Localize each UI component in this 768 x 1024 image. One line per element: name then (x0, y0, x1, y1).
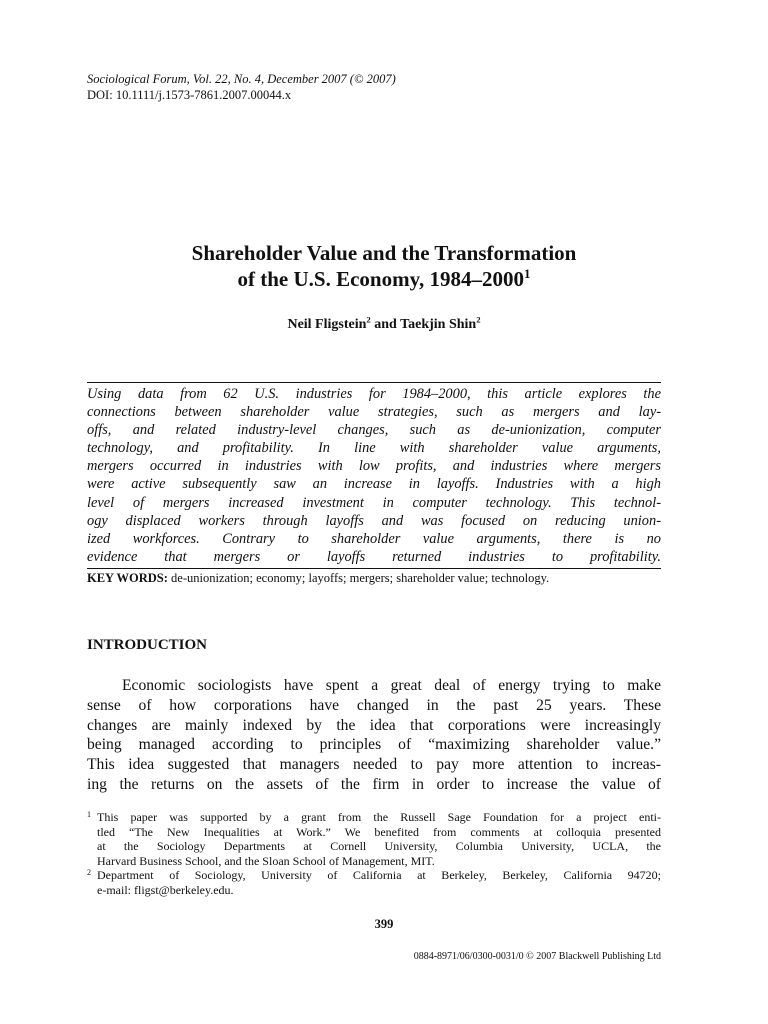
title-footnote-mark: 1 (523, 266, 531, 281)
article-title-line-1: Shareholder Value and the Transformation (191, 241, 577, 265)
footnote-line: tled “The New Inequalities at Work.” We benefited from comments at colloquia presented (97, 824, 661, 839)
footnote-line: e-mail: fligst@berkeley.edu. (97, 882, 234, 897)
article-title-text: of the U.S. Economy, 1984–2000 (237, 267, 524, 291)
keywords (87, 570, 549, 586)
abstract-bottom-rule (87, 568, 661, 569)
abstract-line: ized workforces. Contrary to shareholder value arguments, there is no (87, 530, 661, 547)
article-title-line-2 (0, 266, 768, 293)
footnote-mark: 1 (87, 810, 91, 819)
author-conjunction: and (374, 317, 397, 332)
abstract-line: level of mergers increased investment in computer technology. This technol- (87, 494, 661, 511)
author-name: Neil Fligstein (287, 317, 367, 332)
paragraph-line: Economic sociologists have spent a great deal of energy trying to make (122, 677, 661, 694)
author-affiliation-mark: 2 (476, 314, 481, 325)
abstract-line: offs, and related industry-level changes, such as de-unionization, computer (87, 422, 661, 439)
authors (0, 316, 768, 334)
abstract-line: technology, and profitability. In line with shareholder value arguments, (87, 440, 661, 457)
keywords-text: de-unionization; economy; layoffs; mergers; shareholder value; technology. (171, 571, 550, 585)
keywords-label: KEY WORDS: (87, 571, 168, 585)
paragraph-line: changes are mainly indexed by the idea that corporations were increasingly (87, 716, 661, 734)
footnote-line: at the Sociology Departments at Cornell University, Columbia University, UCLA, the (97, 839, 661, 854)
author-affiliation-mark: 2 (366, 314, 371, 325)
journal-citation: Sociological Forum, Vol. 22, No. 4, December 2007 (© 2007) (87, 72, 396, 86)
abstract-line: evidence that mergers or layoffs returned industries to profitability. (87, 548, 661, 565)
footnote-line: This paper was supported by a grant from the Russell Sage Foundation for a project enti- (97, 810, 661, 824)
abstract-top-rule (87, 382, 661, 383)
abstract-line: mergers occurred in industries with low profits, and industries where mergers (87, 458, 661, 475)
paragraph-line: sense of how corporations have changed in the past 25 years. These (87, 696, 661, 714)
copyright-notice: 0884-8971/06/0300-0031/0 © 2007 Blackwell Publishing Ltd (413, 951, 661, 962)
page-number: 399 (374, 917, 394, 931)
author-name: Taekjin Shin (400, 317, 477, 332)
footnotes (87, 810, 661, 898)
paragraph-line: being managed according to principles of “maximizing shareholder value.” (87, 736, 661, 754)
abstract-line: Using data from 62 U.S. industries for 1984–2000, this article explores the (87, 386, 661, 402)
abstract-line: ogy displaced workers through layoffs and was focused on reducing union- (87, 512, 661, 529)
footnote-line: Department of Sociology, University of California at Berkeley, Berkeley, California 94720; (97, 868, 661, 883)
body-paragraph (87, 676, 661, 795)
paragraph-line: ing the returns on the assets of the firm in order to increase the value of (87, 775, 661, 793)
footnote (87, 810, 661, 868)
footnote (87, 868, 661, 897)
abstract-line: connections between shareholder value strategies, such as mergers and lay- (87, 404, 661, 421)
abstract (87, 385, 661, 566)
section-heading: INTRODUCTION (87, 637, 208, 653)
abstract-line: were active subsequently saw an increase in layoffs. Industries with a high (87, 476, 661, 493)
footnote-mark: 2 (87, 868, 91, 878)
paragraph-line: This idea suggested that managers needed to pay more attention to increas- (87, 756, 661, 774)
doi: DOI: 10.1111/j.1573-7861.2007.00044.x (87, 88, 292, 102)
footnote-line: Harvard Business School, and the Sloan School of Management, MIT. (97, 853, 435, 868)
